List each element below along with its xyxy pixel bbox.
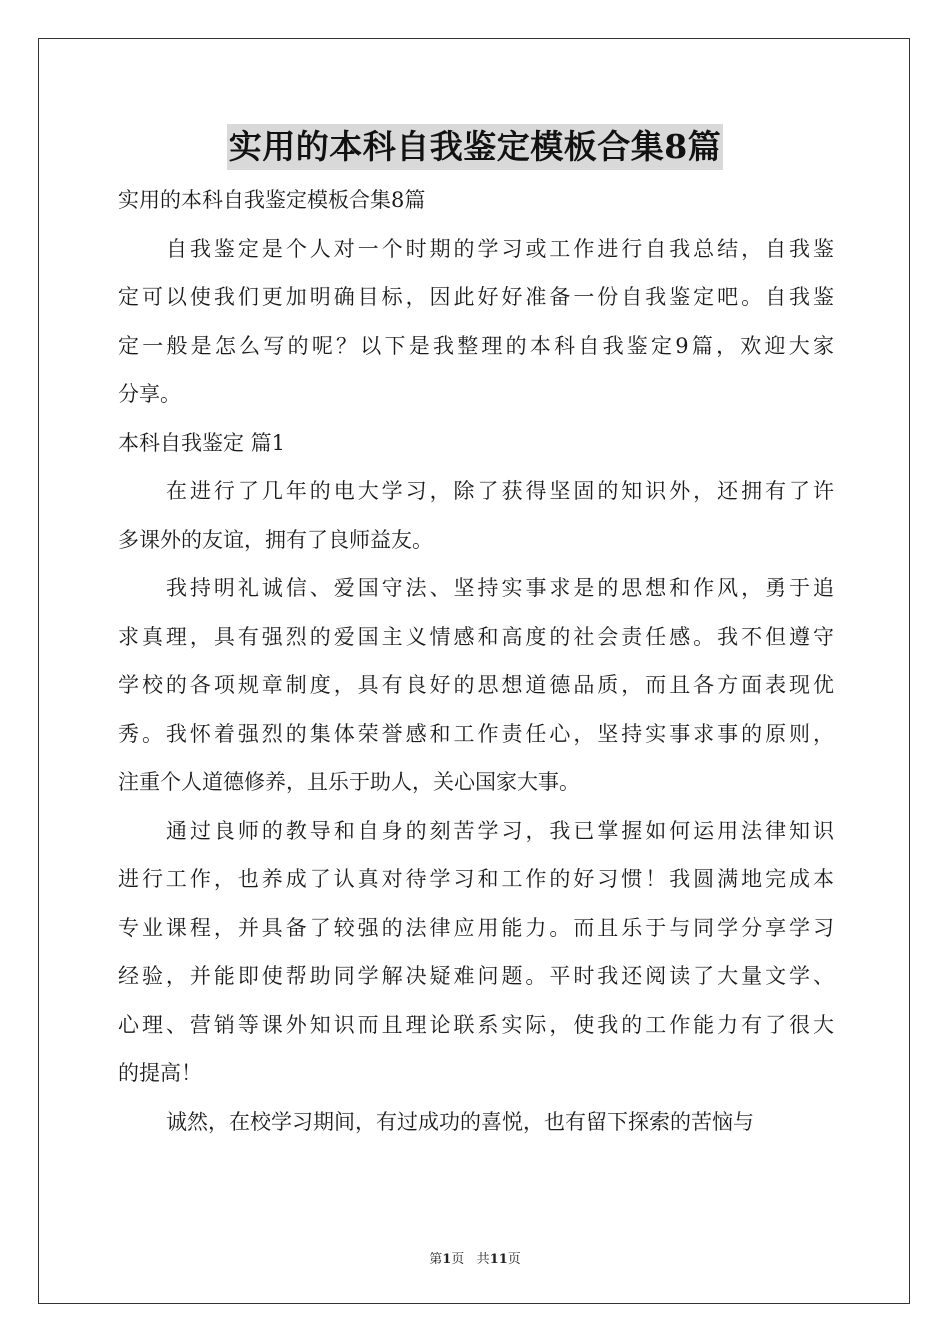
text-line: 求真理，具有强烈的爱国主义情感和高度的社会责任感。我不但遵守 xyxy=(118,624,834,649)
text-line: 定一般是怎么写的呢？以下是我整理的本科自我鉴定9篇，欢迎大家 xyxy=(118,333,834,358)
text-line: 心理、营销等课外知识而且理论联系实际，使我的工作能力有了很大 xyxy=(118,1012,834,1037)
page-number: 1 xyxy=(442,1252,452,1267)
paragraph xyxy=(118,564,834,807)
total-suffix: 页 xyxy=(507,1252,521,1267)
text-line: 通过良师的教导和自身的刻苦学习，我已掌握如何运用法律知识 xyxy=(166,818,834,843)
text-line: 定可以使我们更加明确目标，因此好好准备一份自我鉴定吧。自我鉴 xyxy=(118,285,834,309)
total-prefix: 共 xyxy=(476,1252,490,1267)
text-line: 注重个人道德修养，且乐于助人，关心国家大事。 xyxy=(118,770,580,794)
document-body xyxy=(118,176,834,1146)
text-line: 的提高！ xyxy=(118,1061,202,1085)
text-line: 学校的各项规章制度，具有良好的思想道德品质，而且各方面表现优 xyxy=(118,673,834,697)
page-footer xyxy=(0,1248,950,1267)
document-subtitle: 实用的本科自我鉴定模板合集8篇 xyxy=(118,188,426,212)
paragraph-list xyxy=(118,225,834,1147)
page-suffix: 页 xyxy=(451,1252,465,1267)
section-heading xyxy=(118,419,834,468)
text-line: 经验，并能即使帮助同学解决疑难问题。平时我还阅读了大量文学、 xyxy=(118,964,834,988)
page-prefix: 第 xyxy=(429,1252,443,1267)
title-container xyxy=(0,124,950,170)
paragraph xyxy=(118,807,834,1098)
text-line: 本科自我鉴定 篇1 xyxy=(118,430,286,455)
text-line: 秀。我怀着强烈的集体荣誉感和工作责任心，坚持实事求事的原则， xyxy=(118,721,834,746)
text-line: 专业课程，并具备了较强的法律应用能力。而且乐于与同学分享学习 xyxy=(118,915,834,940)
paragraph xyxy=(118,467,834,564)
text-line: 在进行了几年的电大学习，除了获得坚固的知识外，还拥有了许 xyxy=(166,479,834,503)
paragraph xyxy=(118,225,834,419)
text-line: 多课外的友谊，拥有了良师益友。 xyxy=(118,527,433,552)
total-pages: 11 xyxy=(489,1252,508,1267)
document-title: 实用的本科自我鉴定模板合集8篇 xyxy=(227,124,723,170)
paragraph xyxy=(118,1098,834,1147)
text-line: 进行工作，也养成了认真对待学习和工作的好习惯！我圆满地完成本 xyxy=(118,867,834,891)
text-line: 分享。 xyxy=(118,382,181,406)
text-line: 自我鉴定是个人对一个时期的学习或工作进行自我总结，自我鉴 xyxy=(166,236,834,261)
text-line: 诚然，在校学习期间，有过成功的喜悦，也有留下探索的苦恼与 xyxy=(166,1109,754,1134)
text-line: 我持明礼诚信、爱国守法、坚持实事求是的思想和作风，勇于追 xyxy=(166,576,834,600)
